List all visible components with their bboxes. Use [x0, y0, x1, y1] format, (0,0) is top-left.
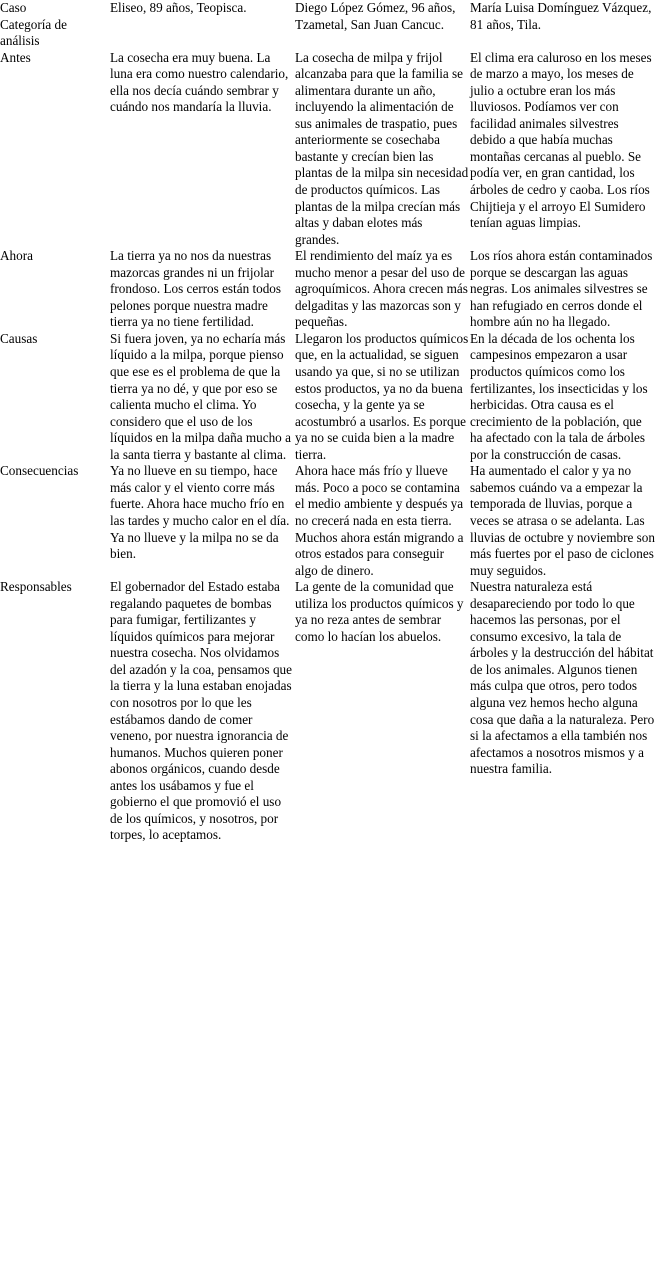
- table-row-causas: [0, 331, 656, 463]
- cell-responsables-case-3: Nuestra naturaleza está desapareciendo por todo lo que hacemos las personas, por el consumo excesivo, la tala de árboles y la destrucción del hábitat de los animales. Algunos tienen más culpa que otros, pero todos alguna vez hemos hecho alguna cosa que daña a la naturaleza. Pero si la afectamos a ella también nos afectamos a nosotros mismos y a nuestra familia.: [470, 579, 655, 777]
- cell-ahora-case-3: Los ríos ahora están contaminados porque se descargan las aguas negras. Los animales silvestres se han refugiado en cerros donde el hombre aún no ha llegado.: [470, 248, 653, 330]
- header-corner-line-1: Caso: [0, 0, 27, 15]
- cell-responsables-case-2: La gente de la comunidad que utiliza los productos químicos y ya no reza antes de sembrar como lo hacían los abuelos.: [295, 579, 464, 644]
- row-label-responsables: [0, 579, 110, 844]
- row-label-text: Causas: [0, 330, 38, 346]
- table-row-ahora: [0, 248, 656, 331]
- cell-ahora-case-1: La tierra ya no nos da nuestras mazorcas grandes ni un frijolar frondoso. Los cerros están todos pelones porque nuestra madre tierra ya no tiene fertilidad.: [110, 248, 282, 330]
- cell-consecuencias-case-1: Ya no llueve en su tiempo, hace más calor y el viento corre más fuerte. Ahora hace mucho frío en las tardes y mucho calor en el día. Ya no llueve y la milpa no se da bien.: [110, 463, 290, 562]
- cell-causas-case-2: Llegaron los productos químicos que, en la actualidad, se siguen usando ya que, si no se utilizan estos productos, ya no da buena cosecha, y la gente ya se acostumbró a usarlos. Es porque ya no se cuida bien a la madre tierra.: [295, 330, 469, 462]
- cell-responsables-case-1: El gobernador del Estado estaba regalando paquetes de bombas para fumigar, fertilizantes y líquidos químicos para mejorar nuestra cosecha. Nos olvidamos del azadón y la coa, pensamos que la tierra y la luna estaban enojadas con nosotros por lo que les estábamos dando de comer veneno, por nuestra ignorancia de humanos. Muchos quieren poner abonos orgánicos, cuando desde antes los usábamos y fue el gobierno el que promovió el uso de los químicos, y nosotros, por torpes, lo aceptamos.: [110, 579, 292, 843]
- table-row-antes: [0, 50, 656, 249]
- cell-antes-case-2: La cosecha de milpa y frijol alcanzaba para que la familia se alimentara durante un año, incluyendo la alimentación de sus animales de traspatio, pues anteriormente se cosechaba bastante y crecían bien las plantas de la milpa sin necesidad de productos químicos. Las plantas de la milpa crecían más altas y daban elotes más grandes.: [295, 49, 469, 247]
- cell-consecuencias-case-2: Ahora hace más frío y llueve más. Poco a poco se contamina el medio ambiente y después ya no crecerá nada en esta tierra. Muchos ahora están migrando a otros estados para conseguir algo de dinero.: [295, 463, 464, 578]
- header-corner-line-2: Categoría de: [0, 16, 68, 32]
- cell-causas-case-3: En la década de los ochenta los campesinos empezaron a usar productos químicos como los fertilizantes, los insecticidas y los herbicidas. Otra causa es el crecimiento de la población, que ha afectado con la tala de árboles por la construcción de casas.: [470, 330, 648, 462]
- header-corner-line-3: análisis: [0, 33, 40, 49]
- cell-consecuencias-case-3: Ha aumentado el calor y ya no sabemos cuándo va a empezar la temporada de lluvias, porque a veces se atrasa o se adelanta. Las lluvias de octubre y noviembre son más fuertes por el paso de ciclones muy seguidos.: [470, 463, 655, 578]
- row-label-consecuencias: [0, 463, 110, 579]
- table-header-row: [0, 0, 656, 50]
- table-row-responsables: [0, 579, 656, 844]
- header-case-1: Eliseo, 89 años, Teopisca.: [110, 0, 247, 15]
- row-label-text: Ahora: [0, 248, 33, 264]
- header-case-3: María Luisa Domínguez Vázquez, 81 años, Tila.: [470, 0, 652, 32]
- cell-ahora-case-2: El rendimiento del maíz ya es mucho menor a pesar del uso de agroquímicos. Ahora crecen más delgaditas y las mazorcas son y pequeñas.: [295, 248, 468, 330]
- header-case-2: Diego López Gómez, 96 años, Tzametal, San Juan Cancuc.: [295, 0, 456, 32]
- header-corner-cell: [0, 0, 110, 50]
- row-label-antes: [0, 50, 110, 249]
- cell-causas-case-1: Si fuera joven, ya no echaría más líquido a la milpa, porque pienso que ese es el problema de que la tierra ya no dé, y que por eso se calienta mucho el clima. Yo considero que el uso de los líquidos en la milpa daña mucho a la santa tierra y bastante al clima.: [110, 330, 291, 462]
- row-label-text: Antes: [0, 49, 31, 65]
- cell-antes-case-3: El clima era caluroso en los meses de marzo a mayo, los meses de julio a octubre eran los más lluviosos. Podíamos ver con facilidad animales silvestres debido a que había muchas montañas cercanas al pueblo. Se podía ver, en gran cantidad, los árboles de cedro y caoba. Los ríos Chijtieja y el arroyo El Sumidero tenían aguas limpias.: [470, 49, 652, 231]
- row-label-text: Responsables: [0, 579, 72, 595]
- row-label-ahora: [0, 248, 110, 331]
- table-row-consecuencias: [0, 463, 656, 579]
- row-label-text: Consecuencias: [0, 463, 79, 479]
- cell-antes-case-1: La cosecha era muy buena. La luna era como nuestro calendario, ella nos decía cuándo sembrar y cuándo nos mandaría la lluvia.: [110, 49, 289, 115]
- row-label-causas: [0, 331, 110, 463]
